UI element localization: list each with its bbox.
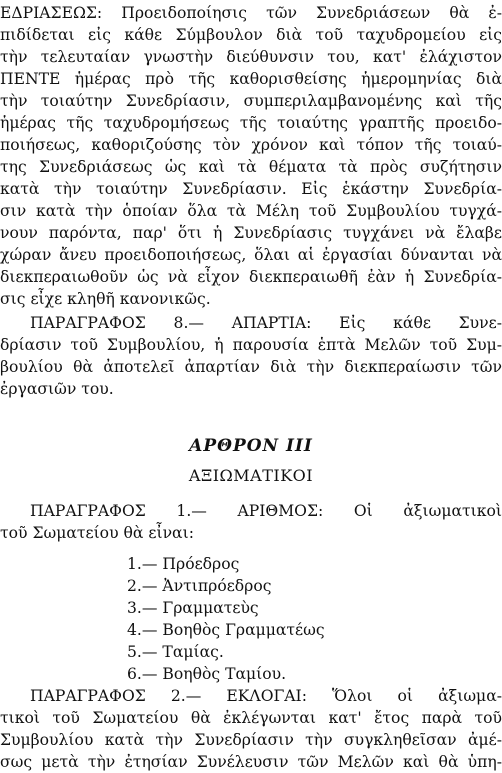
text-line: σιν κατὰ τὴν ὁποίαν ὅλα τὰ Μέλη τοῦ Συμβουλίου τυγχά- xyxy=(0,202,502,220)
text-line: τικοὶ τοῦ Σωματείου θὰ ἐκλέγωνται κατ' ἔτος παρὰ τοῦ xyxy=(0,709,502,727)
list-item: 4.— Βοηθὸς Γραμματέως xyxy=(127,621,325,639)
text-line: χώραν ἄνευ προειδοποιήσεως, ὅλαι αἱ ἐργασίαι δύνανται νὰ xyxy=(0,246,502,264)
text-line: νουν παρόντα, παρ' ὅτι ἡ Συνεδρίασις τυγχάνει νὰ ἔλαβε xyxy=(0,224,502,242)
text-line: ποιήσεως, καθοριζούσης τὸν χρόνον καὶ τόπον τῆς τοιαύ- xyxy=(0,136,502,154)
text-line: ΠΑΡΑΓΡΑΦΟΣ 8.— ΑΠΑΡΤΙΑ: Εἰς κάθε Συνε- xyxy=(30,314,502,332)
text-line: βουλίου θὰ ἀποτελεῖ ἀπαρτίαν διὰ τὴν διεκπεραίωσιν τῶν xyxy=(0,358,502,376)
text-line: σις εἶχε κληθῆ κανονικῶς. xyxy=(0,290,211,308)
text-line: σως μετὰ τὴν ἐτησίαν Συνέλευσιν τῶν Μελῶν καὶ θὰ ὑπη- xyxy=(0,753,502,771)
text-line: τὴν τελευταίαν γνωστὴν διεύθυνσιν του, κατ' ἐλάχιστον xyxy=(0,48,502,66)
text-line: δρίασιν τοῦ Συμβουλίου, ἡ παρουσία ἑπτὰ Μελῶν τοῦ Συμ- xyxy=(0,336,502,354)
text-line: της Συνεδριάσεως ὡς καὶ τὰ θέματα τὰ πρὸς συζήτησιν xyxy=(0,158,502,176)
text-line: ΕΔΡΙΑΣΕΩΣ: Προειδοποίησις τῶν Συνεδριάσεων θὰ ἐ- xyxy=(0,4,502,22)
text-line: Συμβουλίου κατὰ τὴν Συνεδρίασιν τὴν συγκληθεῖσαν ἀμέ- xyxy=(0,731,502,749)
text-line: ΠΑΡΑΓΡΑΦΟΣ 2.— ΕΚΛΟΓΑΙ: Ὅλοι οἱ ἀξιωμα- xyxy=(30,687,502,705)
list-item: 2.— Ἀντιπρόεδρος xyxy=(127,577,272,595)
section-heading: ΑΞΙΩΜΑΤΙΚΟΙ xyxy=(188,466,314,485)
list-item: 6.— Βοηθὸς Ταμίου. xyxy=(127,665,287,683)
list-item: 5.— Ταμίας. xyxy=(127,643,224,661)
list-item: 3.— Γραμματεὺς xyxy=(127,599,259,617)
text-line: ἡμέρας τῆς ταχυδρομήσεως τῆς τοιαύτης γραπτῆς προειδο- xyxy=(0,114,502,132)
text-line: ΠΑΡΑΓΡΑΦΟΣ 1.— ΑΡΙΘΜΟΣ: Οἱ ἀξιωματικοὶ xyxy=(30,502,502,520)
text-line: τὴν τοιαύτην Συνεδρίασιν, συμπεριλαμβανομένης καὶ τῆς xyxy=(0,92,502,110)
text-line: κατὰ τὴν τοιαύτην Συνεδρίασιν. Εἰς ἑκάστην Συνεδρία- xyxy=(0,180,502,198)
text-line: ΠΕΝΤΕ ἡμέρας πρὸ τῆς καθορισθείσης ἡμερομηνίας διὰ xyxy=(0,70,502,88)
text-line: διεκπεραιωθοῦν ὡς νὰ εἶχον διεκπεραιωθῆ ἐὰν ἡ Συνεδρία- xyxy=(0,268,502,286)
text-line: τοῦ Σωματείου θὰ εἶναι: xyxy=(0,524,194,542)
text-line: ἐργασιῶν του. xyxy=(0,380,114,398)
list-item: 1.— Πρόεδρος xyxy=(127,555,240,573)
article-heading: ΑΡΘΡΟΝ III xyxy=(189,436,313,456)
text-line: πιδίδεται εἰς κάθε Σύμβουλον διὰ τοῦ ταχυδρομείου εἰς xyxy=(0,26,502,44)
